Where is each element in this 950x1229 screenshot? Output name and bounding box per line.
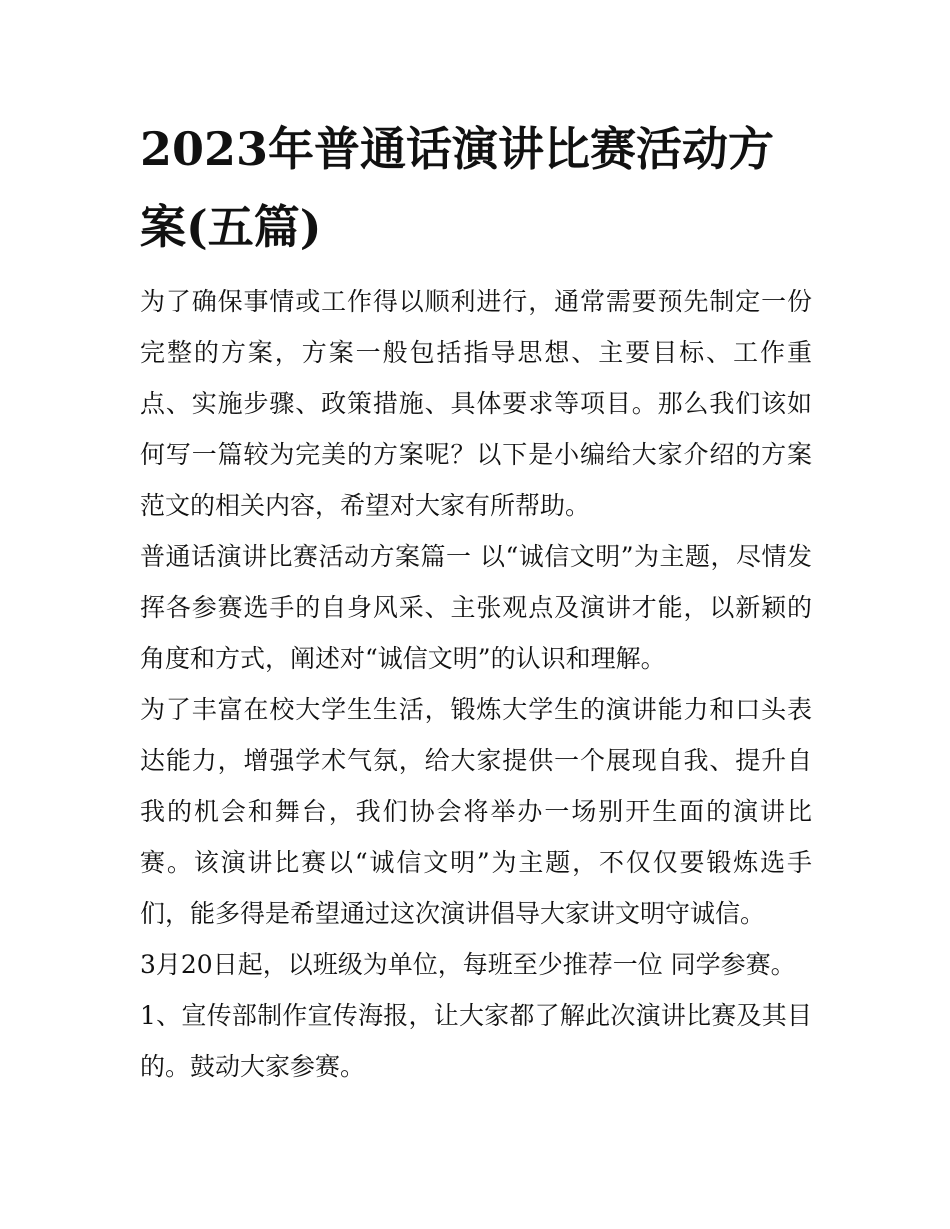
paragraph-purpose: 为了丰富在校大学生生活，锻炼大学生的演讲能力和口头表达能力，增强学术气氛，给大家提供一个展现自我、提升自我的机会和舞台，我们协会将举办一场别开生面的演讲比赛。该演讲比赛以“诚信文明”为主题，不仅仅要锻炼选手们，能多得是希望通过这次演讲倡导大家讲文明守诚信。 [140,695,812,928]
paragraph-intro: 为了确保事情或工作得以顺利进行，通常需要预先制定一份完整的方案，方案一般包括指导思想、主要目标、工作重点、实施步骤、政策措施、具体要求等项目。那么我们该如何写一篇较为完美的方案呢？以下是小编给大家介绍的方案范文的相关内容，希望对大家有所帮助。 [140,287,812,520]
document-title: 2023年普通话演讲比赛活动方案(五篇) [140,122,775,254]
paragraph-schedule: 3月20日起，以班级为单位，每班至少推荐一位 同学参赛。 [140,950,796,979]
paragraph-step-1: 1、宣传部制作宣传海报，让大家都了解此次演讲比赛及其目的。鼓动大家参赛。 [140,1001,812,1081]
paragraph-theme: 普通话演讲比赛活动方案篇一 以“诚信文明”为主题，尽情发挥各参赛选手的自身风采、主张观点及演讲才能，以新颖的角度和方式，阐述对“诚信文明”的认识和理解。 [140,542,812,673]
document-body [140,110,812,1092]
